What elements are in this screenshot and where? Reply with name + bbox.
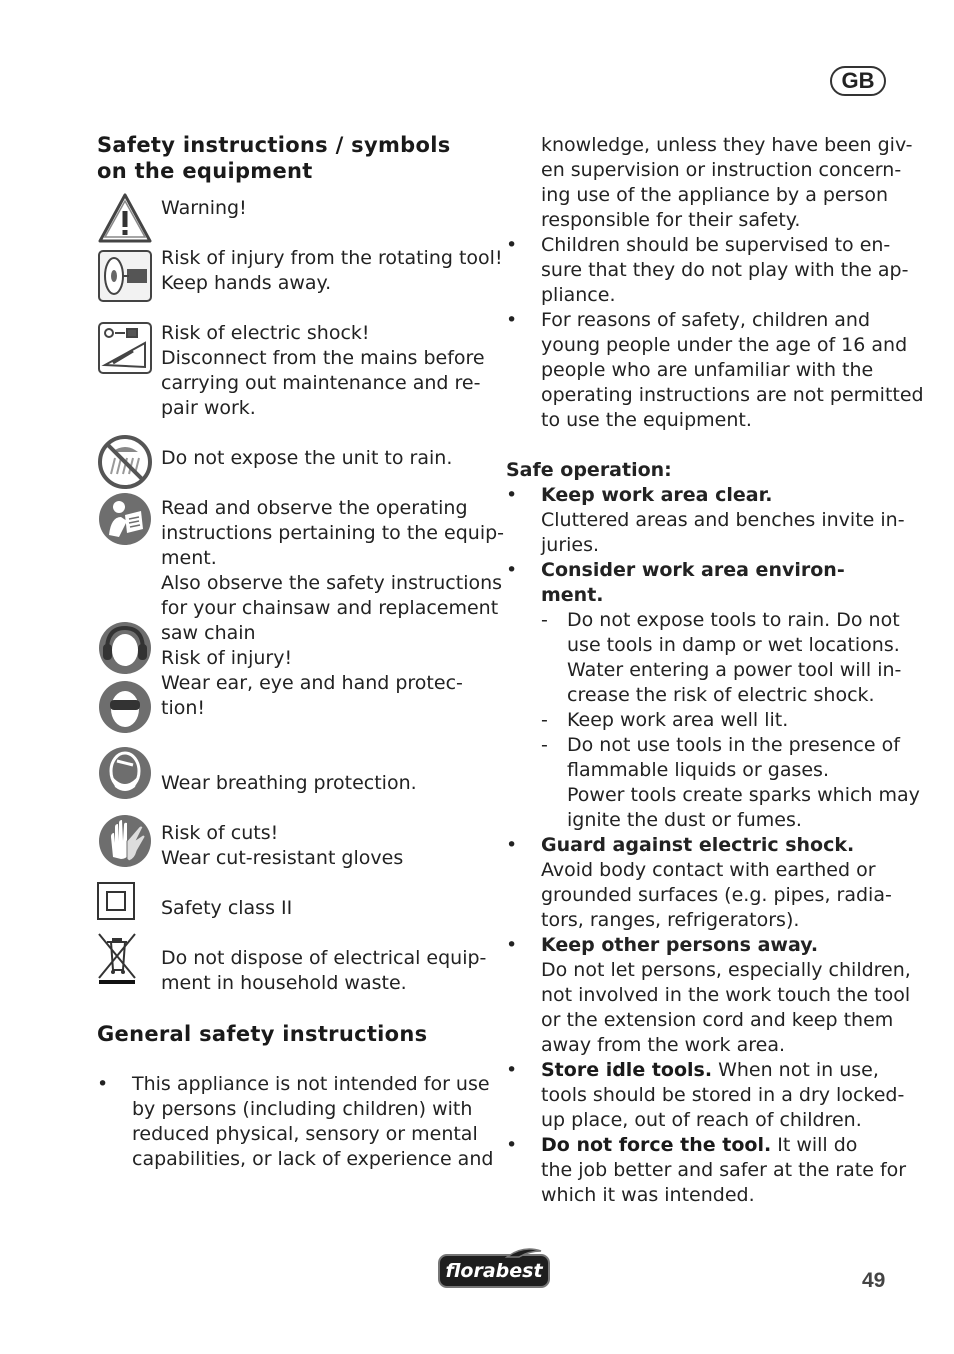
symbol-text-line: tion! bbox=[161, 697, 206, 719]
unplug-maintenance-icon bbox=[97, 321, 153, 377]
symbol-text-line: pair work. bbox=[161, 397, 256, 419]
bullet-mark: • bbox=[506, 559, 518, 581]
list-item bbox=[97, 1072, 494, 1172]
ear-eye-protection-icon bbox=[97, 620, 153, 735]
list-item-line: Avoid body contact with earthed or bbox=[541, 859, 876, 881]
list-item-line: ing use of the appliance by a person bbox=[541, 184, 889, 206]
list-item-line: For reasons of safety, children and bbox=[541, 309, 871, 331]
symbol-text-line: Risk of injury! bbox=[161, 647, 293, 669]
list-item-line: young people under the age of 16 and bbox=[541, 334, 908, 356]
list-item-line: Children should be supervised to en- bbox=[541, 234, 891, 256]
breathing-protection-icon bbox=[97, 745, 153, 801]
list-item-line: not involved in the work touch the tool bbox=[541, 984, 911, 1006]
sub-list-item-line: Keep work area well lit. bbox=[567, 709, 789, 731]
symbol-cut-gloves bbox=[97, 821, 482, 896]
bullet-mark: • bbox=[506, 1059, 518, 1081]
list-item-line: tors, ranges, refrigerators). bbox=[541, 909, 800, 931]
list-item-line: grounded surfaces (e.g. pipes, radia- bbox=[541, 884, 892, 906]
symbol-rotating-tool bbox=[97, 246, 503, 321]
sub-list-item-line: Water entering a power tool will in- bbox=[567, 659, 902, 681]
symbol-text-line: Risk of electric shock! bbox=[161, 322, 370, 344]
bullet-mark: • bbox=[506, 834, 518, 856]
list-item-line: reduced physical, sensory or mental bbox=[132, 1123, 478, 1145]
list-item-line: capabilities, or lack of experience and bbox=[132, 1148, 494, 1170]
symbol-weee bbox=[97, 946, 487, 1021]
list-item-line: en supervision or instruction concern- bbox=[541, 159, 902, 181]
symbol-warning bbox=[97, 196, 482, 246]
dash-mark: - bbox=[541, 609, 548, 631]
list-item bbox=[506, 558, 920, 833]
list-item-line: to use the equipment. bbox=[541, 409, 752, 431]
symbol-text-line: Wear cut-resistant gloves bbox=[161, 847, 404, 869]
list-item-line: knowledge, unless they have been giv- bbox=[541, 134, 913, 156]
list-item-line: responsible for their safety. bbox=[541, 209, 801, 231]
symbol-text-line: for your chainsaw and replacement bbox=[161, 597, 499, 619]
list-item-line: or the extension cord and keep them bbox=[541, 1009, 894, 1031]
list-item bbox=[506, 483, 905, 558]
safe-operation-heading: Safe operation: bbox=[506, 459, 672, 481]
sub-list-item bbox=[541, 708, 898, 733]
list-item-line: sure that they do not play with the ap- bbox=[541, 259, 909, 281]
list-item-title: ment. bbox=[541, 584, 604, 606]
symbol-text-line: Wear breathing protection. bbox=[161, 772, 417, 794]
list-item-line-rest: It will do bbox=[771, 1134, 858, 1156]
rotating-tool-icon bbox=[97, 249, 153, 305]
list-item-line: Do not let persons, especially children, bbox=[541, 959, 911, 981]
list-item-line: tools should be stored in a dry locked- bbox=[541, 1084, 905, 1106]
list-item bbox=[506, 833, 898, 933]
symbol-text-line: saw chain bbox=[161, 622, 256, 644]
symbol-text-line: Safety class II bbox=[161, 897, 293, 919]
list-item-continuation bbox=[506, 133, 913, 233]
symbol-text-line: Keep hands away. bbox=[161, 272, 332, 294]
list-item-line: the job better and safer at the rate for bbox=[541, 1159, 907, 1181]
list-item bbox=[506, 233, 909, 308]
list-item-title: Keep other persons away. bbox=[541, 934, 819, 956]
left-column bbox=[97, 132, 505, 1172]
list-item bbox=[506, 933, 911, 1058]
list-item-title: Keep work area clear. bbox=[541, 484, 773, 506]
general-safety-heading: General safety instructions bbox=[97, 1022, 428, 1046]
sub-list-item-line: use tools in damp or wet locations. bbox=[567, 634, 900, 656]
list-item-first-line bbox=[541, 1133, 898, 1158]
symbol-text-line: Do not expose the unit to rain. bbox=[161, 447, 453, 469]
list-item-title: Store idle tools. bbox=[541, 1059, 713, 1081]
list-item-line: Cluttered areas and benches invite in- bbox=[541, 509, 905, 531]
bullet-mark: • bbox=[97, 1073, 109, 1095]
brand-logo-text: florabest bbox=[445, 1260, 543, 1282]
symbol-ear-eye-protection bbox=[97, 646, 482, 771]
sub-list-item-line: Do not use tools in the presence of bbox=[567, 734, 900, 756]
list-item-line: This appliance is not intended for use bbox=[132, 1073, 490, 1095]
symbol-electric-shock bbox=[97, 321, 485, 446]
list-item-line: pliance. bbox=[541, 284, 616, 306]
symbol-text-line: Read and observe the operating bbox=[161, 497, 468, 519]
sub-list-item-line: ignite the dust or fumes. bbox=[567, 809, 802, 831]
brand-logo bbox=[437, 1247, 551, 1289]
symbol-text-line: Risk of injury from the rotating tool! bbox=[161, 247, 503, 269]
list-item-line: up place, out of reach of children. bbox=[541, 1109, 862, 1131]
symbol-breathing-protection bbox=[97, 771, 482, 821]
list-item-line: which it was intended. bbox=[541, 1184, 755, 1206]
list-item bbox=[506, 308, 924, 433]
sub-list-item bbox=[541, 733, 920, 833]
no-rain-icon bbox=[97, 434, 153, 490]
list-item-title: Consider work area environ- bbox=[541, 559, 845, 581]
bullet-mark: • bbox=[506, 1134, 518, 1156]
sub-list-item-line: Do not expose tools to rain. Do not bbox=[567, 609, 900, 631]
sub-list-item-line: Power tools create sparks which may bbox=[567, 784, 920, 806]
list-item-line-rest: When not in use, bbox=[712, 1059, 879, 1081]
symbol-text-line: ment in household waste. bbox=[161, 972, 407, 994]
list-item bbox=[506, 1058, 905, 1133]
bullet-mark: • bbox=[506, 484, 518, 506]
symbol-text-line: Warning! bbox=[161, 197, 247, 219]
symbol-text-line: ment. bbox=[161, 547, 217, 569]
cut-resistant-gloves-icon bbox=[97, 813, 153, 869]
symbol-text-line: carrying out maintenance and re- bbox=[161, 372, 481, 394]
dash-mark: - bbox=[541, 709, 548, 731]
sub-list-item bbox=[541, 608, 902, 708]
read-manual-icon bbox=[97, 491, 153, 547]
list-item-line: people who are unfamiliar with the bbox=[541, 359, 874, 381]
list-item bbox=[506, 1133, 907, 1208]
symbol-text-line: Also observe the safety instructions bbox=[161, 572, 503, 594]
symbols-heading: Safety instructions / symbols on the equipment bbox=[97, 133, 451, 183]
sub-list-item-line: flammable liquids or gases. bbox=[567, 759, 829, 781]
symbol-text-line: Disconnect from the mains before bbox=[161, 347, 485, 369]
symbol-read-manual bbox=[97, 496, 505, 646]
right-column bbox=[506, 133, 924, 1208]
weee-bin-icon bbox=[97, 928, 153, 984]
dash-mark: - bbox=[541, 734, 548, 756]
list-item-title: Guard against electric shock. bbox=[541, 834, 855, 856]
warning-triangle-icon bbox=[97, 191, 153, 247]
symbol-text-line: instructions pertaining to the equip- bbox=[161, 522, 505, 544]
list-item-first-line bbox=[541, 1058, 898, 1083]
safety-class-ii-icon bbox=[97, 875, 153, 931]
sub-list-item-line: crease the risk of electric shock. bbox=[567, 684, 875, 706]
list-item-line: by persons (including children) with bbox=[132, 1098, 473, 1120]
symbol-text-line: Wear ear, eye and hand protec- bbox=[161, 672, 463, 694]
symbol-safety-class-ii bbox=[97, 896, 482, 946]
page-number: 49 bbox=[862, 1269, 886, 1292]
language-badge: GB bbox=[830, 66, 886, 96]
list-item-title: Do not force the tool. bbox=[541, 1134, 772, 1156]
list-item-line: juries. bbox=[541, 534, 600, 556]
symbol-no-rain bbox=[97, 446, 482, 496]
list-item-line: away from the work area. bbox=[541, 1034, 786, 1056]
bullet-mark: • bbox=[506, 234, 518, 256]
bullet-mark: • bbox=[506, 934, 518, 956]
list-item-line: operating instructions are not permitted bbox=[541, 384, 924, 406]
bullet-mark: • bbox=[506, 309, 518, 331]
symbol-text-line: Risk of cuts! bbox=[161, 822, 279, 844]
symbol-text-line: Do not dispose of electrical equip- bbox=[161, 947, 487, 969]
